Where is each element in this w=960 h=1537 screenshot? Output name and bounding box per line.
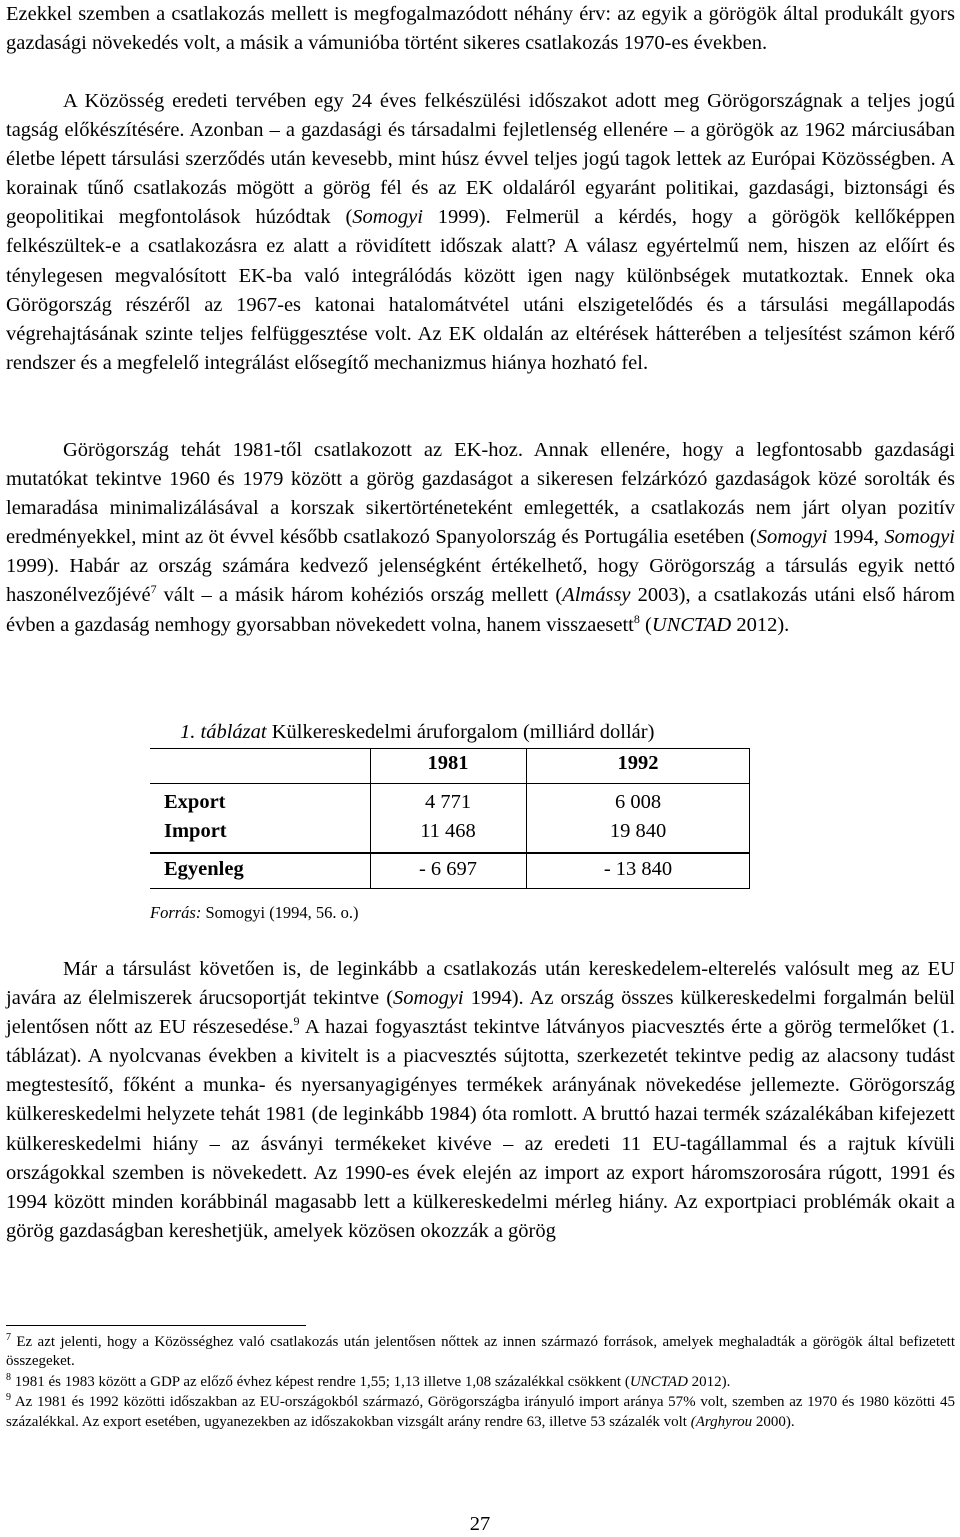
citation-author: Somogyi — [884, 526, 956, 549]
paragraph-3 — [6, 436, 955, 640]
footnotes — [6, 1333, 955, 1433]
text-run: Már a társulást követően is, de leginkább a csatlakozás után kereskedelem-elterelés valósult meg az EU javára az élelmiszerek árucsoportját tekintve ( — [6, 958, 955, 1010]
footnote-text: Az 1981 és 1992 közötti időszakban az EU-országokból származó, Görögországba irányuló import aránya 57% volt, szemben az 1970 és 1980 közötti 45 százalékkal. Az export esetében, ugyanezekben az időszakokban vizsgált arány rendre 63, illetve 53 százalék volt — [6, 1394, 955, 1430]
cell-balance-1992: - 13 840 — [603, 858, 673, 880]
text-run: 1999). Habár az ország számára kedvező jelenségként értékelhető, hogy Görögország a társulás egyik nettó haszonélvezőjévé — [6, 555, 955, 607]
citation-author: (Arghyrou — [690, 1413, 753, 1430]
source-label: Forrás: — [150, 903, 202, 922]
table-rule-header — [150, 783, 750, 784]
row-label-balance: Egyenleg — [164, 858, 244, 880]
table-rule-top — [150, 748, 750, 749]
footnote-7 — [6, 1333, 955, 1372]
table-source — [150, 903, 359, 923]
citation-author: Somogyi — [393, 987, 464, 1010]
citation-author: Somogyi — [352, 206, 423, 229]
citation-author: Almássy — [562, 584, 631, 607]
cell-import-1981: 11 468 — [420, 820, 476, 842]
footnote-ref-9[interactable]: 9 — [293, 1014, 300, 1029]
cell-import-1992: 19 840 — [609, 820, 667, 842]
paragraph-1 — [6, 0, 955, 58]
footnote-ref-7[interactable]: 7 — [150, 582, 157, 597]
citation-author: UNCTAD — [651, 613, 732, 636]
footnote-text: 1981 és 1983 között a GDP az előző évhez képest rendre 1,55; 1,13 illetve 1,08 százalékkal csökkent ( — [11, 1373, 630, 1390]
footnote-number: 8 — [6, 1371, 11, 1383]
text-run: 1999). Felmerül a kérdés, hogy a görögök kellőképpen felkészültek-e a csatlakozásra ez alatt a rövidített időszak alatt? A válasz egyértelmű nem, hiszen az előírt és ténylegesen megvalósított EK-ba való integrálódás között igen nagy különbségek mutatkoztak. Ennek oka Görögország részéről az 1967-es katonai hatalomátvétel utáni elszigetelődés és a társulási megállapodás végrehajtásának szinte teljes felfüggesztése volt. Az EK oldalán az eltérések hátterében a teljesítést számon kérő rendszer és a megfelelő integrálást elősegítő mechanizmus hiánya hozható fel. — [6, 206, 956, 374]
source-text: Somogyi (1994, 56. o.) — [201, 903, 359, 922]
footnote-ref-8[interactable]: 8 — [633, 611, 640, 626]
cell-balance-1981: - 6 697 — [418, 858, 478, 880]
footnote-text: 2000). — [752, 1413, 795, 1430]
page-number: 27 — [469, 1513, 491, 1535]
text-run: vált – a másik három kohéziós ország mellett ( — [156, 584, 563, 607]
footnote-separator — [6, 1325, 306, 1326]
citation-author: UNCTAD — [629, 1373, 688, 1390]
table-caption-title: Külkereskedelmi áruforgalom (milliárd dollár) — [266, 721, 655, 743]
table-caption-label: 1. táblázat — [180, 721, 267, 743]
paragraph-1-text: Ezekkel szemben a csatlakozás mellett is megfogalmazódott néhány érv: az egyik a görögök által produkált gyors gazdasági növekedés volt, a másik a vámunióba történt sikeres csatlakozás 1970-es években. — [6, 3, 955, 55]
header-1981: 1981 — [427, 752, 469, 774]
footnote-number: 7 — [6, 1332, 11, 1343]
footnote-9 — [6, 1393, 955, 1432]
text-run: ( — [639, 613, 652, 636]
text-run: 1994). Az ország összes külkereskedelmi forgalmán belül jelentősen nőtt az EU részesedése. — [6, 987, 956, 1039]
table-rule-bottom — [150, 888, 750, 889]
footnote-text: 2012). — [687, 1373, 731, 1390]
footnote-text: Ez azt jelenti, hogy a Közösséghez való csatlakozás után jelentősen nőttek az innen származó források, amelyek meghaladták a görögök által befizetett összegeket. — [6, 1334, 955, 1370]
paragraph-4 — [6, 955, 955, 1246]
text-run: A Közösség eredeti tervében egy 24 éves felkészülési időszakot adott meg Görögországnak a teljes jogú tagság előkészítésére. Azonban – a gazdasági és társadalmi fejletlenség ellenére – a görögök az 1962 márciusában életbe lépett társulási szerződés után kevesebb, mint húsz évvel teljes jogú tagok lettek az Európai Közösségben. A korainak tűnő csatlakozás mögött a görög fél és az EK oldaláról egyaránt politikai, gazdasági, biztonsági és geopolitikai megfontolások húzódtak ( — [6, 90, 955, 229]
paragraph-2 — [6, 87, 955, 378]
text-run: Görögország tehát 1981-től csatlakozott az EK-hoz. Annak ellenére, hogy a legfontosabb gazdasági mutatókat tekintve 1960 és 1979 között a görög gazdaságot a sikeresen felzárkózó gazdaságok közé sorolták és lemaradása minimalizálásával a korszak sikertörténeteként emlegették, a csatlakozás nem járt olyan pozitív eredményekkel, mint az öt évvel később csatlakozó Spanyolország és Portugália esetében ( — [6, 439, 955, 549]
cell-export-1981: 4 771 — [424, 791, 472, 813]
row-label-export: Export — [164, 791, 226, 813]
cell-export-1992: 6 008 — [614, 791, 662, 813]
header-1992: 1992 — [617, 752, 659, 774]
footnote-8 — [6, 1373, 955, 1392]
table-rule-balance — [150, 852, 750, 854]
row-label-import: Import — [164, 820, 227, 842]
text-run: A hazai fogyasztást tekintve látványos piacvesztés érte a görög termelőket (1. táblázat). A nyolcvanas években a kivitelt is a piacvesztés sújtotta, szerkezetét tekintve pedig az alacsony tudást megtestesítő, főként a munka- és nyersanyagigényes termékek arányának növekedése jellemezte. Görögország külkereskedelmi helyzete tehát 1981 (de leginkább 1984) óta romlott. A bruttó hazai termék százalékában kifejezett külkereskedelmi hiány – az ásványi termékeket kivéve – az eredeti 11 EU-tagállammal és a rajtuk kívüli országokkal szemben is növekedett. Az 1990-es évek elején az import az export háromszorosára rúgott, 1991 és 1994 között minden korábbinál magasabb lett a külkereskedelmi mérleg hiány. Az exportpiaci problémák okait a görög gazdaságban kereshetjük, amelyek közösen okozzák a görög — [6, 1016, 955, 1242]
table-caption — [180, 718, 654, 747]
text-run: 1994, — [827, 526, 885, 549]
text-run: 2003), a csatlakozás utáni első három évben a gazdaság nemhogy gyorsabban növekedett volna, hanem visszaesett — [6, 584, 955, 636]
footnote-number: 9 — [6, 1392, 11, 1404]
text-run: 2012). — [731, 613, 790, 636]
citation-author: Somogyi — [756, 526, 828, 549]
